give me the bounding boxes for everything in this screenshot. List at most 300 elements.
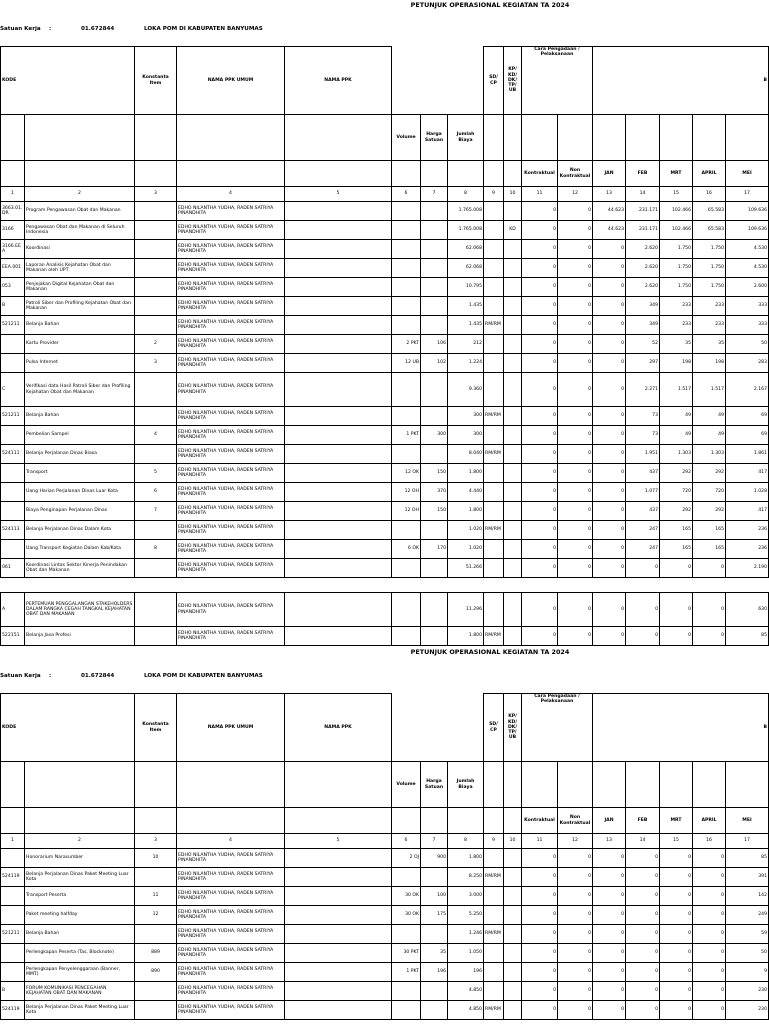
row-nama-ppk-umum: EDHO NILANTHA YUDHA, RADEN SATRIYA PINANDHITA <box>177 925 285 944</box>
row-jumlah-biaya: 1.800 <box>448 627 484 646</box>
row-feb: 247 <box>626 540 660 559</box>
satker-name: LOKA POM DI KABUPATEN BANYUMAS <box>144 673 263 679</box>
row-april: 0 <box>693 627 726 646</box>
row-harga-satuan: 100 <box>421 887 448 906</box>
row-april: 0 <box>693 593 726 627</box>
row-mrt: 1.750 <box>660 240 693 259</box>
row-uraian: Paket meeting halfday <box>25 906 135 925</box>
row-nama-ppk <box>285 982 392 1001</box>
col-num: 2 <box>25 187 135 202</box>
row-jumlah-biaya: 62.068 <box>448 240 484 259</box>
row-uraian: Biaya Penginapan Perjalanan Dinas <box>25 502 135 521</box>
row-konstanta: 2 <box>135 335 177 354</box>
row-kode: 524119 <box>1 1001 25 1020</box>
header-month-feb: FEB <box>626 161 660 187</box>
row-kontraktual: 0 <box>522 1001 558 1020</box>
row-kp <box>504 906 522 925</box>
row-jan: 0 <box>593 373 626 407</box>
row-feb: 0 <box>626 925 660 944</box>
col-num: 14 <box>626 834 660 849</box>
row-mrt: 0 <box>660 627 693 646</box>
row-harga-satuan <box>421 278 448 297</box>
row-non-kontraktual: 0 <box>558 502 593 521</box>
row-mrt: 233 <box>660 297 693 316</box>
row-sd-cp <box>484 354 504 373</box>
row-uraian: Honorarium Narasumber <box>25 849 135 868</box>
row-kp <box>504 502 522 521</box>
header-harga-satuan: Harga Satuan <box>421 115 448 161</box>
row-kode <box>1 464 25 483</box>
header-month-mrt: MRT <box>660 808 693 834</box>
satker-colon: : <box>49 26 52 32</box>
row-kode: 3166.EE A <box>1 240 25 259</box>
header-month-feb: FEB <box>626 808 660 834</box>
col-num: 15 <box>660 834 693 849</box>
row-kontraktual: 0 <box>522 982 558 1001</box>
row-nama-ppk-umum: EDHO NILANTHA YUDHA, RADEN SATRIYA PINANDHITA <box>177 354 285 373</box>
row-kontraktual: 0 <box>522 297 558 316</box>
row-jumlah-biaya: 1.246 <box>448 925 484 944</box>
row-april: 0 <box>693 887 726 906</box>
row-mei: 142 <box>726 887 769 906</box>
row-mei: 2.190 <box>726 559 769 578</box>
row-mrt: 198 <box>660 354 693 373</box>
row-feb: 247 <box>626 521 660 540</box>
row-sd-cp <box>484 483 504 502</box>
row-kp <box>504 593 522 627</box>
table-row <box>1 521 769 540</box>
row-mrt: 233 <box>660 316 693 335</box>
row-kp <box>504 982 522 1001</box>
row-uraian: Belanja Bahan <box>25 407 135 426</box>
row-harga-satuan <box>421 202 448 221</box>
row-kontraktual: 0 <box>522 849 558 868</box>
row-kontraktual: 0 <box>522 354 558 373</box>
row-sd-cp: RM/RM <box>484 1001 504 1020</box>
header-kode: KODE <box>1 47 135 115</box>
row-mrt: 0 <box>660 559 693 578</box>
header-month-mei: MEI <box>726 808 769 834</box>
row-sd-cp <box>484 849 504 868</box>
row-feb: 0 <box>626 627 660 646</box>
row-kp <box>504 316 522 335</box>
col-num: 5 <box>285 187 392 202</box>
row-harga-satuan <box>421 221 448 240</box>
row-mrt: 1.303 <box>660 445 693 464</box>
row-jumlah-biaya: 8.250 <box>448 868 484 887</box>
header-jumlah-biaya: Jumlah Biaya <box>448 115 484 161</box>
row-harga-satuan: 175 <box>421 906 448 925</box>
spacer-row <box>1 578 769 593</box>
row-uraian: Perlengkapan Peserta (Tas, Blocknote) <box>25 944 135 963</box>
row-volume <box>392 297 421 316</box>
row-konstanta <box>135 373 177 407</box>
row-april: 292 <box>693 464 726 483</box>
row-april: 720 <box>693 483 726 502</box>
row-mei: 236 <box>726 521 769 540</box>
row-konstanta: 5 <box>135 464 177 483</box>
row-kode <box>1 963 25 982</box>
row-april: 1.750 <box>693 259 726 278</box>
row-nama-ppk <box>285 445 392 464</box>
table-row <box>1 445 769 464</box>
row-april: 1.303 <box>693 445 726 464</box>
row-kode <box>1 849 25 868</box>
row-jan: 0 <box>593 483 626 502</box>
row-volume <box>392 627 421 646</box>
row-nama-ppk-umum: EDHO NILANTHA YUDHA, RADEN SATRIYA PINANDHITA <box>177 407 285 426</box>
row-feb: 0 <box>626 1001 660 1020</box>
row-nama-ppk-umum: EDHO NILANTHA YUDHA, RADEN SATRIYA PINANDHITA <box>177 559 285 578</box>
row-harga-satuan <box>421 373 448 407</box>
row-volume <box>392 202 421 221</box>
row-kontraktual: 0 <box>522 278 558 297</box>
row-sd-cp <box>484 887 504 906</box>
row-uraian: Transport <box>25 464 135 483</box>
col-num: 13 <box>593 834 626 849</box>
row-mei: 4.530 <box>726 240 769 259</box>
row-april: 49 <box>693 426 726 445</box>
row-nama-ppk <box>285 540 392 559</box>
col-num: 4 <box>177 187 285 202</box>
page-section-2 <box>0 647 768 1035</box>
row-mei: 230 <box>726 1001 769 1020</box>
header-non-kontraktual: Non Kontraktual <box>558 161 593 187</box>
row-uraian: Uang Transport Kegiatan Dalam Kab/Kota <box>25 540 135 559</box>
row-kp <box>504 627 522 646</box>
row-april: 0 <box>693 868 726 887</box>
row-harga-satuan <box>421 521 448 540</box>
row-kp <box>504 521 522 540</box>
row-kp <box>504 297 522 316</box>
row-feb: 297 <box>626 354 660 373</box>
row-harga-satuan <box>421 316 448 335</box>
row-nama-ppk <box>285 925 392 944</box>
row-uraian: Belanja Perjalanan Dinas Biasa <box>25 445 135 464</box>
document-title: PETUNJUK OPERASIONAL KEGIATAN TA 2024 <box>410 648 570 656</box>
row-feb: 231.171 <box>626 221 660 240</box>
row-non-kontraktual: 0 <box>558 202 593 221</box>
row-nama-ppk <box>285 202 392 221</box>
header-nama-ppk-umum: NAMA PPK UMUM <box>177 47 285 115</box>
row-nama-ppk-umum: EDHO NILANTHA YUDHA, RADEN SATRIYA PINANDHITA <box>177 464 285 483</box>
row-feb: 0 <box>626 868 660 887</box>
row-mei: 1.861 <box>726 445 769 464</box>
row-mei: 283 <box>726 354 769 373</box>
row-jan: 0 <box>593 887 626 906</box>
row-uraian: Uang Harian Perjalanan Dinas Luar Kota <box>25 483 135 502</box>
row-mrt: 0 <box>660 944 693 963</box>
row-jan: 0 <box>593 278 626 297</box>
row-mrt: 0 <box>660 925 693 944</box>
row-jan: 0 <box>593 445 626 464</box>
row-feb: 73 <box>626 407 660 426</box>
row-jan: 0 <box>593 540 626 559</box>
row-mei: 333 <box>726 297 769 316</box>
row-uraian: Koordinasi Lintas Sektor Kinerja Penindakan Obat dan Makanan <box>25 559 135 578</box>
row-jumlah-biaya: 3.000 <box>448 887 484 906</box>
row-kode: 524119 <box>1 868 25 887</box>
row-nama-ppk-umum: EDHO NILANTHA YUDHA, RADEN SATRIYA PINANDHITA <box>177 426 285 445</box>
row-konstanta <box>135 445 177 464</box>
row-sd-cp <box>484 221 504 240</box>
row-kode: 053 <box>1 278 25 297</box>
row-non-kontraktual: 0 <box>558 887 593 906</box>
row-nama-ppk-umum: EDHO NILANTHA YUDHA, RADEN SATRIYA PINANDHITA <box>177 849 285 868</box>
row-kode: 521211 <box>1 407 25 426</box>
satker-colon: : <box>49 673 52 679</box>
row-jan: 0 <box>593 559 626 578</box>
row-jan: 0 <box>593 1001 626 1020</box>
table-row <box>1 887 769 906</box>
row-jan: 44.623 <box>593 221 626 240</box>
row-konstanta: 4 <box>135 426 177 445</box>
row-nama-ppk <box>285 483 392 502</box>
row-kp <box>504 373 522 407</box>
col-num: 10 <box>504 187 522 202</box>
col-num: 9 <box>484 187 504 202</box>
row-konstanta <box>135 259 177 278</box>
row-kode: C <box>1 373 25 407</box>
row-konstanta <box>135 925 177 944</box>
row-mrt: 1.750 <box>660 259 693 278</box>
row-jan: 0 <box>593 426 626 445</box>
table-row <box>1 982 769 1001</box>
row-volume <box>392 925 421 944</box>
col-num: 6 <box>392 187 421 202</box>
row-nama-ppk <box>285 906 392 925</box>
row-non-kontraktual: 0 <box>558 259 593 278</box>
col-num: 11 <box>522 187 558 202</box>
row-jumlah-biaya: 300 <box>448 426 484 445</box>
row-nama-ppk <box>285 521 392 540</box>
row-uraian: Transport Peserta <box>25 887 135 906</box>
row-april: 35 <box>693 335 726 354</box>
row-harga-satuan <box>421 868 448 887</box>
row-mrt: 49 <box>660 407 693 426</box>
row-jumlah-biaya: 9.360 <box>448 373 484 407</box>
satker-label: Satuan Kerja <box>0 26 41 32</box>
header-nama-ppk-umum: NAMA PPK UMUM <box>177 694 285 762</box>
row-sd-cp <box>484 259 504 278</box>
row-jumlah-biaya: 11.296 <box>448 593 484 627</box>
row-harga-satuan: 35 <box>421 944 448 963</box>
row-nama-ppk-umum: EDHO NILANTHA YUDHA, RADEN SATRIYA PINANDHITA <box>177 221 285 240</box>
row-nama-ppk <box>285 944 392 963</box>
row-konstanta <box>135 221 177 240</box>
row-jumlah-biaya: 62.068 <box>448 259 484 278</box>
row-mei: 236 <box>726 540 769 559</box>
row-konstanta <box>135 407 177 426</box>
row-nama-ppk-umum: EDHO NILANTHA YUDHA, RADEN SATRIYA PINANDHITA <box>177 593 285 627</box>
row-kontraktual: 0 <box>522 593 558 627</box>
row-april: 198 <box>693 354 726 373</box>
row-mei: 1.028 <box>726 483 769 502</box>
row-mrt: 1.750 <box>660 278 693 297</box>
row-kontraktual: 0 <box>522 944 558 963</box>
row-harga-satuan: 196 <box>421 963 448 982</box>
row-uraian: Perlengkapan Penyelenggaraan (Banner, MMT) <box>25 963 135 982</box>
satker-code: 01.672844 <box>81 26 115 32</box>
row-harga-satuan <box>421 925 448 944</box>
row-jan: 0 <box>593 464 626 483</box>
row-nama-ppk <box>285 316 392 335</box>
row-april: 233 <box>693 316 726 335</box>
row-mei: 230 <box>726 982 769 1001</box>
row-volume <box>392 445 421 464</box>
row-april: 165 <box>693 521 726 540</box>
row-feb: 0 <box>626 944 660 963</box>
row-non-kontraktual: 0 <box>558 540 593 559</box>
col-num: 1 <box>1 187 25 202</box>
row-kode <box>1 540 25 559</box>
row-kode: 524113 <box>1 521 25 540</box>
row-kp <box>504 849 522 868</box>
row-feb: 0 <box>626 849 660 868</box>
table-row <box>1 373 769 407</box>
row-kode <box>1 483 25 502</box>
row-non-kontraktual: 0 <box>558 316 593 335</box>
row-sd-cp: RM/RM <box>484 407 504 426</box>
header-b: B <box>593 47 769 115</box>
row-kontraktual: 0 <box>522 445 558 464</box>
row-nama-ppk-umum: EDHO NILANTHA YUDHA, RADEN SATRIYA PINANDHITA <box>177 240 285 259</box>
col-num: 10 <box>504 834 522 849</box>
row-nama-ppk <box>285 354 392 373</box>
row-feb: 349 <box>626 297 660 316</box>
row-nama-ppk <box>285 464 392 483</box>
row-jumlah-biaya: 1.800 <box>448 502 484 521</box>
table-row <box>1 259 769 278</box>
table-body <box>1 202 769 646</box>
row-kp <box>504 887 522 906</box>
row-sd-cp <box>484 540 504 559</box>
row-jan: 0 <box>593 240 626 259</box>
row-kp <box>504 259 522 278</box>
row-april: 233 <box>693 297 726 316</box>
row-kp <box>504 483 522 502</box>
row-non-kontraktual: 0 <box>558 426 593 445</box>
row-uraian: Kartu Provider <box>25 335 135 354</box>
row-mrt: 49 <box>660 426 693 445</box>
row-nama-ppk <box>285 335 392 354</box>
row-volume <box>392 373 421 407</box>
row-sd-cp: RM/RM <box>484 925 504 944</box>
row-non-kontraktual: 0 <box>558 627 593 646</box>
row-nama-ppk <box>285 963 392 982</box>
col-num: 5 <box>285 834 392 849</box>
col-num: 12 <box>558 187 593 202</box>
row-feb: 0 <box>626 963 660 982</box>
row-nama-ppk <box>285 278 392 297</box>
row-nama-ppk-umum: EDHO NILANTHA YUDHA, RADEN SATRIYA PINANDHITA <box>177 963 285 982</box>
row-konstanta: 8 <box>135 540 177 559</box>
row-kp <box>504 925 522 944</box>
table-row <box>1 925 769 944</box>
row-april: 0 <box>693 925 726 944</box>
row-kp <box>504 240 522 259</box>
row-volume <box>392 278 421 297</box>
row-volume: 12 UB <box>392 354 421 373</box>
row-volume <box>392 521 421 540</box>
row-konstanta: 890 <box>135 963 177 982</box>
row-jumlah-biaya: 1.435 <box>448 316 484 335</box>
row-kp <box>504 963 522 982</box>
row-uraian: Patroli Siber dan Profiling Kejahatan Obat dan Makanan <box>25 297 135 316</box>
row-nama-ppk <box>285 593 392 627</box>
header-nama-ppk: NAMA PPK <box>285 47 392 115</box>
row-sd-cp <box>484 240 504 259</box>
row-feb: 349 <box>626 316 660 335</box>
row-nama-ppk-umum: EDHO NILANTHA YUDHA, RADEN SATRIYA PINANDHITA <box>177 1001 285 1020</box>
row-nama-ppk-umum: EDHO NILANTHA YUDHA, RADEN SATRIYA PINANDHITA <box>177 297 285 316</box>
row-jumlah-biaya: 4.440 <box>448 483 484 502</box>
row-kp <box>504 1001 522 1020</box>
row-jan: 0 <box>593 407 626 426</box>
row-nama-ppk <box>285 297 392 316</box>
row-kontraktual: 0 <box>522 887 558 906</box>
row-nama-ppk <box>285 259 392 278</box>
row-volume: 6 OK <box>392 540 421 559</box>
header-month-mei: MEI <box>726 161 769 187</box>
row-nama-ppk <box>285 502 392 521</box>
row-konstanta <box>135 982 177 1001</box>
row-kode: 521211 <box>1 925 25 944</box>
row-uraian: Pulsa Internet <box>25 354 135 373</box>
row-jan: 0 <box>593 849 626 868</box>
col-num: 17 <box>726 834 769 849</box>
row-mei: 50 <box>726 944 769 963</box>
row-non-kontraktual: 0 <box>558 906 593 925</box>
row-jumlah-biaya: 1.435 <box>448 297 484 316</box>
row-uraian: FORUM KOMUNIKASI PENCEGAHAN KEJAHATAN OBAT DAN MAKANAN <box>25 982 135 1001</box>
row-mei: 9 <box>726 963 769 982</box>
col-num: 12 <box>558 834 593 849</box>
row-konstanta: 10 <box>135 849 177 868</box>
row-kode: 061 <box>1 559 25 578</box>
row-uraian: Belanja Bahan <box>25 925 135 944</box>
row-jan: 0 <box>593 627 626 646</box>
row-nama-ppk-umum: EDHO NILANTHA YUDHA, RADEN SATRIYA PINANDHITA <box>177 202 285 221</box>
row-kp <box>504 407 522 426</box>
row-kontraktual: 0 <box>522 221 558 240</box>
row-april: 292 <box>693 502 726 521</box>
row-konstanta <box>135 521 177 540</box>
row-uraian: Belanja Jasa Profesi <box>25 627 135 646</box>
row-konstanta: 11 <box>135 887 177 906</box>
row-kontraktual: 0 <box>522 521 558 540</box>
row-jan: 0 <box>593 259 626 278</box>
row-nama-ppk-umum: EDHO NILANTHA YUDHA, RADEN SATRIYA PINANDHITA <box>177 521 285 540</box>
row-kontraktual: 0 <box>522 906 558 925</box>
row-kp: KD <box>504 221 522 240</box>
row-kode <box>1 354 25 373</box>
row-harga-satuan <box>421 445 448 464</box>
row-non-kontraktual: 0 <box>558 354 593 373</box>
row-mei: 50 <box>726 335 769 354</box>
row-jumlah-biaya: 1.800 <box>448 464 484 483</box>
row-kode: A <box>1 593 25 627</box>
row-sd-cp <box>484 202 504 221</box>
row-feb: 2.620 <box>626 259 660 278</box>
row-nama-ppk-umum: EDHO NILANTHA YUDHA, RADEN SATRIYA PINANDHITA <box>177 259 285 278</box>
row-mrt: 720 <box>660 483 693 502</box>
row-nama-ppk-umum: EDHO NILANTHA YUDHA, RADEN SATRIYA PINANDHITA <box>177 335 285 354</box>
row-kontraktual: 0 <box>522 240 558 259</box>
row-non-kontraktual: 0 <box>558 335 593 354</box>
header-month-april: APRIL <box>693 161 726 187</box>
col-num: 11 <box>522 834 558 849</box>
